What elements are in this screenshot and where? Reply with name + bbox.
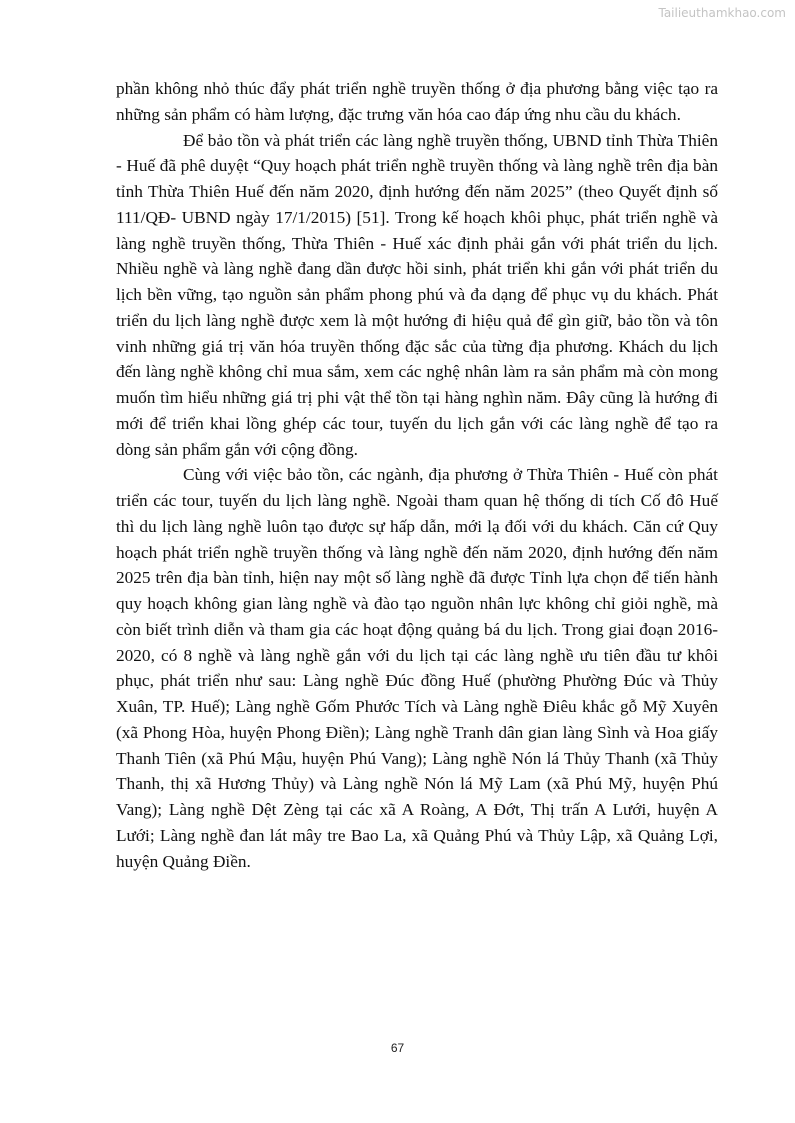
paragraph-craft-village-tours: Cùng với việc bảo tồn, các ngành, địa phương ở Thừa Thiên - Huế còn phát triển các tour, tuyến du lịch làng nghề. Ngoài tham quan hệ thống di tích Cố đô Huế thì du lịch làng nghề luôn tạo được sự hấp dẫn, mới lạ đối với du khách. Căn cứ Quy hoạch phát triển nghề truyền thống và làng nghề đến năm 2020, định hướng đến năm 2025 trên địa bàn tỉnh, hiện nay một số làng nghề đã được Tỉnh lựa chọn để tiến hành quy hoạch không gian làng nghề và đào tạo nguồn nhân lực không chỉ giỏi nghề, mà còn biết trình diễn và tham gia các hoạt động quảng bá du lịch. Trong giai đoạn 2016- 2020, có 8 nghề và làng nghề gắn với du lịch tại các làng nghề ưu tiên đầu tư khôi phục, phát triển như sau: Làng nghề Đúc đồng Huế (phường Phường Đúc và Thủy Xuân, TP. Huế); Làng nghề Gốm Phước Tích và Làng nghề Điêu khắc gỗ Mỹ Xuyên (xã Phong Hòa, huyện Phong Điền); Làng nghề Tranh dân gian làng Sình và Hoa giấy Thanh Tiên (xã Phú Mậu, huyện Phú Vang); Làng nghề Nón lá Thủy Thanh (xã Thủy Thanh, thị xã Hương Thủy) và Làng nghề Nón lá Mỹ Lam (xã Phú Mỹ, huyện Phú Vang); Làng nghề Dệt Zèng tại các xã A Roàng, A Đớt, Thị trấn A Lưới, huyện A Lưới; Làng nghề đan lát mây tre Bao La, xã Quảng Phú và Thủy Lập, xã Quảng Lợi, huyện Quảng Điền. xyxy=(116,465,718,871)
watermark: Tailieuthamkhao.com xyxy=(658,6,786,20)
page-number: 67 xyxy=(390,1041,405,1055)
paragraph-preservation-plan: Để bảo tồn và phát triển các làng nghề truyền thống, UBND tỉnh Thừa Thiên - Huế đã phê duyệt “Quy hoạch phát triển nghề truyền thống và làng nghề trên địa bàn tỉnh Thừa Thiên Huế đến năm 2020, định hướng đến năm 2025” (theo Quyết định số 111/QĐ- UBND ngày 17/1/2015) [51]. Trong kế hoạch khôi phục, phát triển nghề và làng nghề truyền thống, Thừa Thiên - Huế xác định phải gắn với phát triển du lịch. Nhiều nghề và làng nghề đang dần được hồi sinh, phát triển khi gắn với phát triển du lịch bền vững, tạo nguồn sản phẩm phong phú và đa dạng để phục vụ du khách. Phát triển du lịch làng nghề được xem là một hướng đi hiệu quả để gìn giữ, bảo tồn và tôn vinh những giá trị văn hóa truyền thống đặc sắc của từng địa phương. Khách du lịch đến làng nghề không chỉ mua sắm, xem các nghệ nhân làm ra sản phẩm mà còn mong muốn tìm hiểu những giá trị phi vật thể tồn tại hàng nghìn năm. Đây cũng là hướng đi mới để triển khai lồng ghép các tour, tuyến du lịch gắn với các làng nghề để tạo ra dòng sản phẩm gắn với cộng đồng. xyxy=(116,130,718,459)
paragraph-continuation: phần không nhỏ thúc đẩy phát triển nghề truyền thống ở địa phương bằng việc tạo ra những sản phẩm có hàm lượng, đặc trưng văn hóa cao đáp ứng nhu cầu du khách. xyxy=(116,79,718,124)
page-body xyxy=(116,76,718,874)
